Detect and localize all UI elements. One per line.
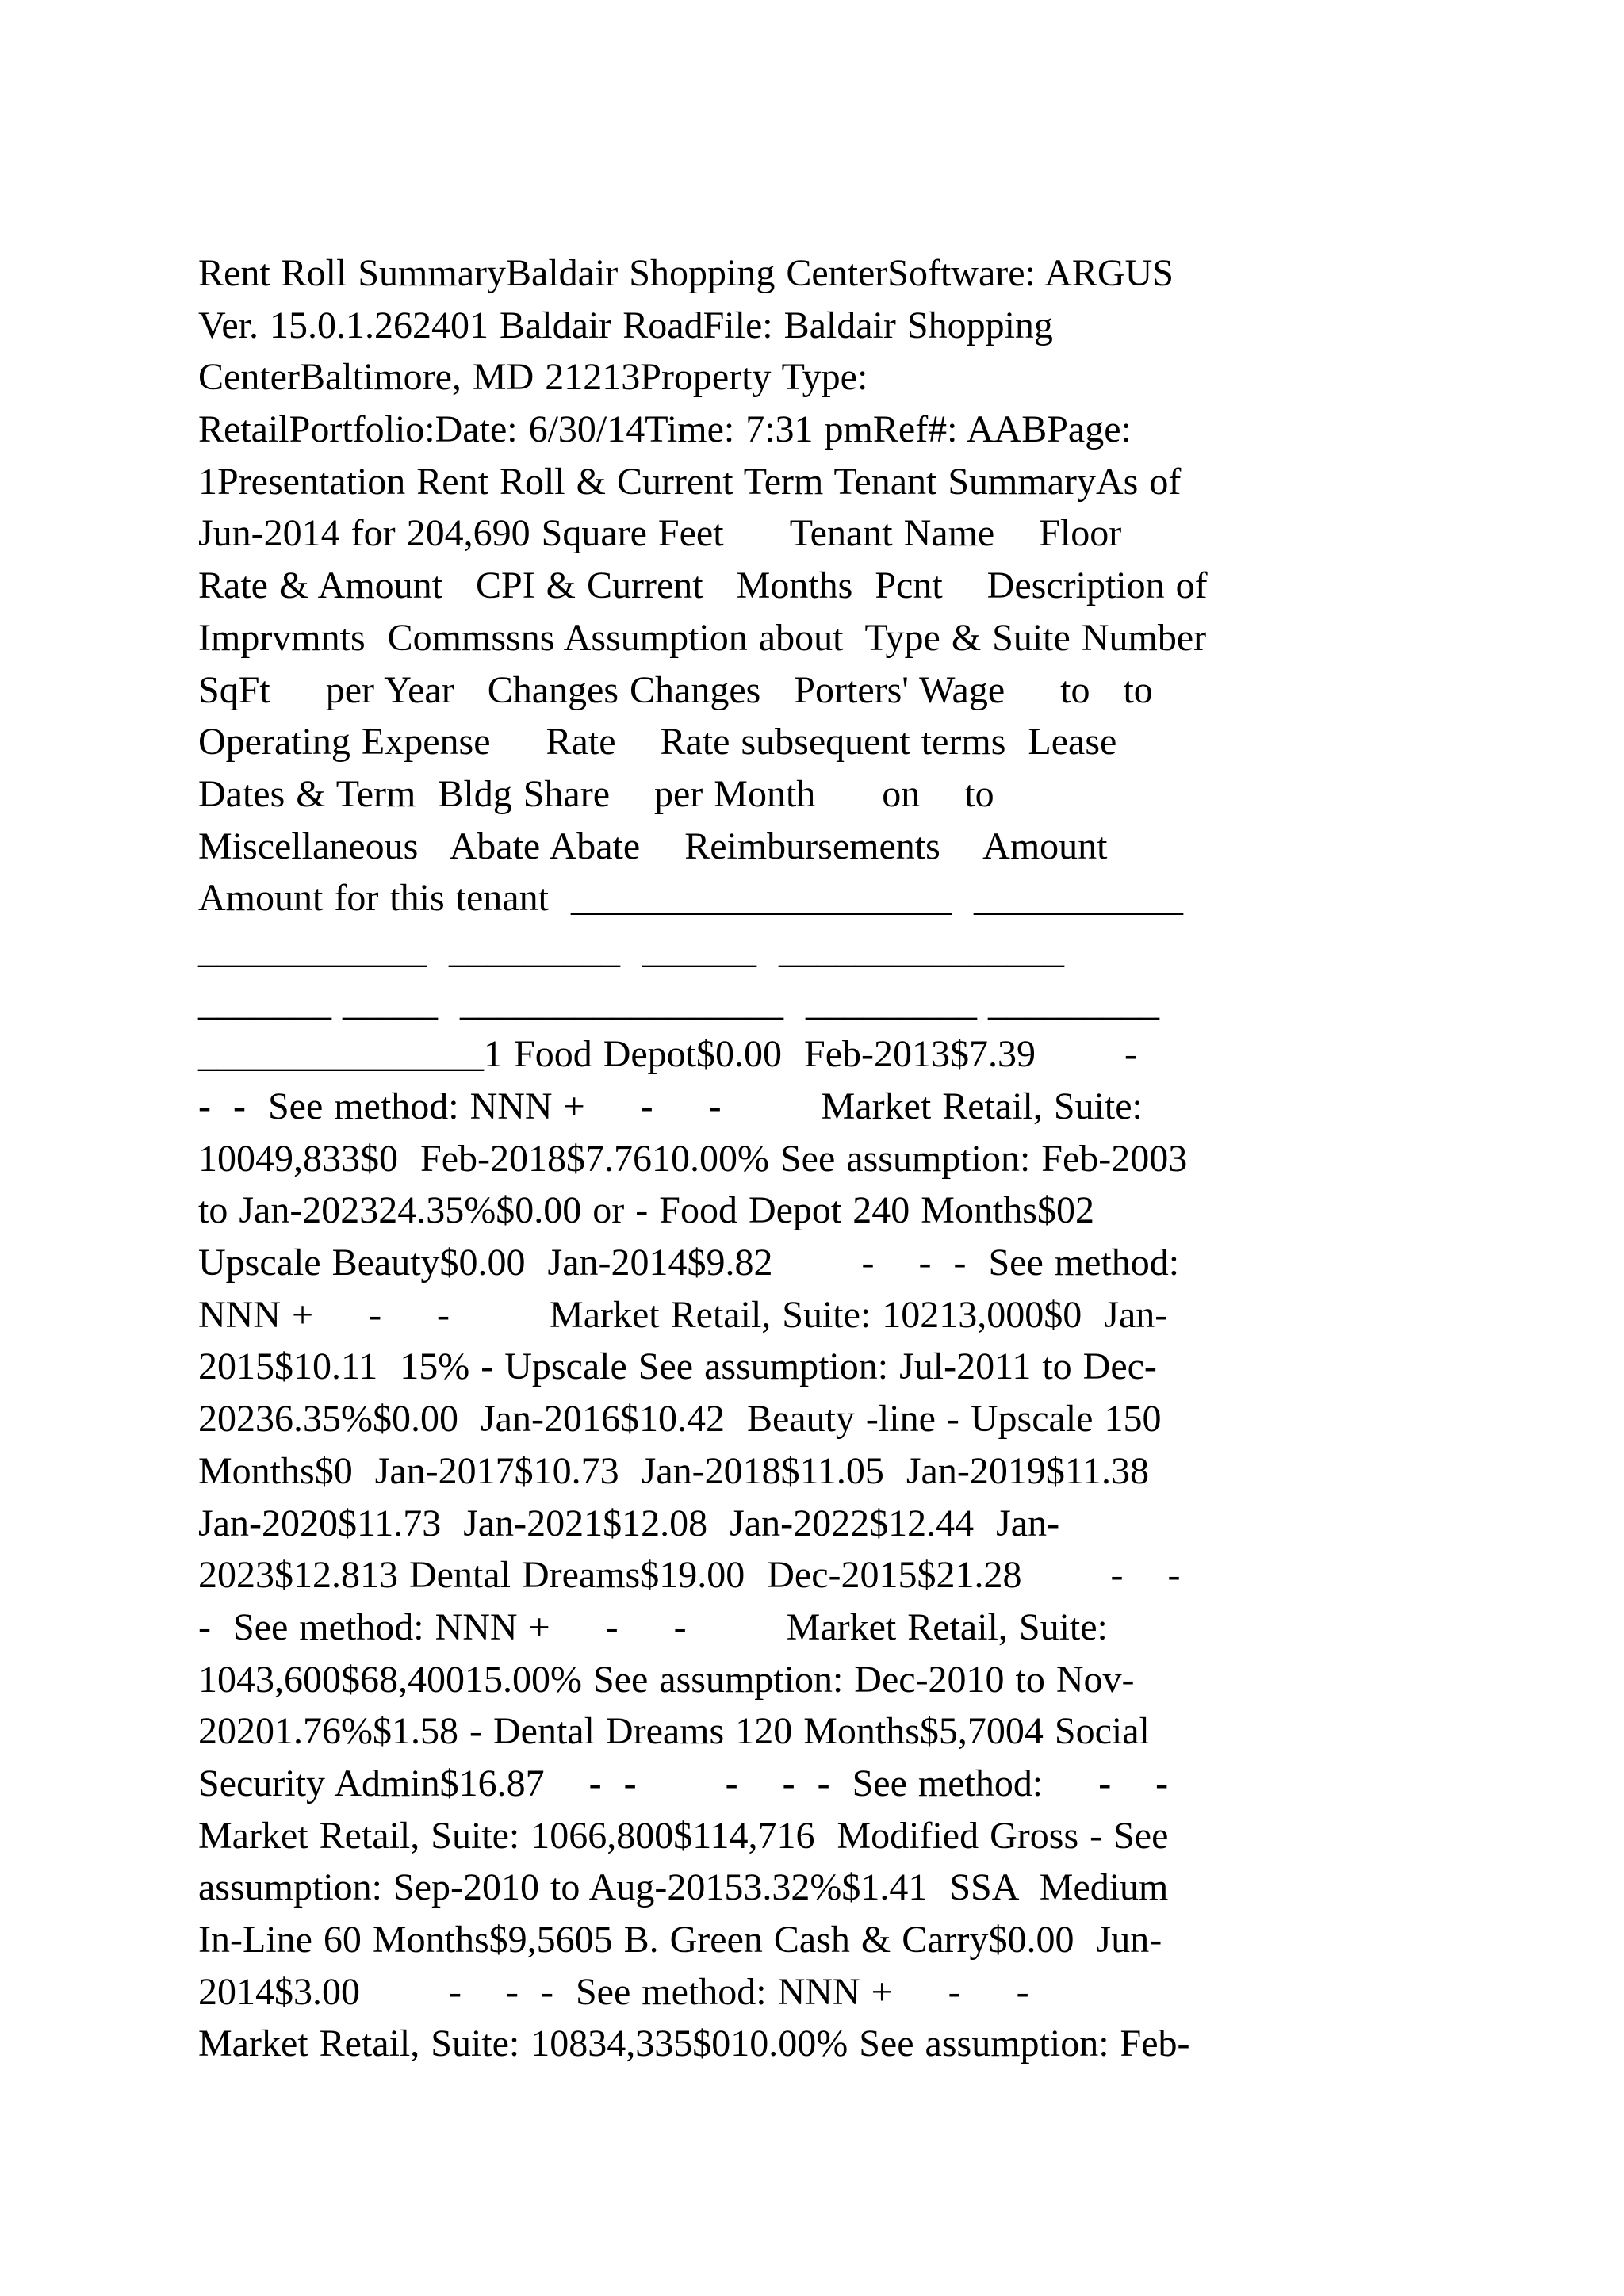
- text-line: 10049,833$0 Feb-2018$7.7610.00% See assumption: Feb-2003: [198, 1137, 1188, 1180]
- text-line: 2014$3.00 - - - See method: NNN + - -: [198, 1970, 1029, 2013]
- text-line: assumption: Sep-2010 to Aug-20153.32%$1.41 SSA Medium: [198, 1866, 1169, 1909]
- text-line: Operating Expense Rate Rate subsequent terms Lease: [198, 721, 1117, 763]
- text-line: Jan-2020$11.73 Jan-2021$12.08 Jan-2022$12.44 Jan-: [198, 1502, 1060, 1544]
- text-line: Ver. 15.0.1.262401 Baldair RoadFile: Baldair Shopping: [198, 304, 1053, 346]
- text-line: 2023$12.813 Dental Dreams$19.00 Dec-2015$21.28 - -: [198, 1554, 1181, 1597]
- text-line: _______ _____ _________________ _________ _________: [198, 981, 1159, 1024]
- text-line: 2015$10.11 15% - Upscale See assumption: Jul-2011 to Dec-: [198, 1345, 1157, 1388]
- text-line: - See method: NNN + - - Market Retail, Suite:: [198, 1605, 1108, 1648]
- text-line: Amount for this tenant ____________________ ___________: [198, 877, 1183, 920]
- text-line: 20236.35%$0.00 Jan-2016$10.42 Beauty -line - Upscale 150: [198, 1398, 1162, 1441]
- text-line: Miscellaneous Abate Abate Reimbursements Amount: [198, 825, 1108, 867]
- text-line: - - See method: NNN + - - Market Retail, Suite:: [198, 1085, 1143, 1127]
- text-line: Months$0 Jan-2017$10.73 Jan-2018$11.05 Jan-2019$11.38: [198, 1449, 1150, 1492]
- text-line: In-Line 60 Months$9,5605 B. Green Cash & Carry$0.00 Jun-: [198, 1919, 1162, 1961]
- text-line: Market Retail, Suite: 1066,800$114,716 Modified Gross - See: [198, 1814, 1169, 1857]
- text-line: Rent Roll SummaryBaldair Shopping CenterSoftware: ARGUS: [198, 252, 1174, 294]
- text-line: 1043,600$68,40015.00% See assumption: Dec-2010 to Nov-: [198, 1658, 1135, 1701]
- text-line: Jun-2014 for 204,690 Square Feet Tenant Name Floor: [198, 512, 1122, 555]
- text-line: NNN + - - Market Retail, Suite: 10213,000$0 Jan-: [198, 1293, 1168, 1336]
- text-line: Dates & Term Bldg Share per Month on to: [198, 772, 994, 815]
- text-line: to Jan-202324.35%$0.00 or - Food Depot 240 Months$02: [198, 1189, 1094, 1232]
- text-line: Rate & Amount CPI & Current Months Pcnt Description of: [198, 564, 1208, 607]
- text-line: Upscale Beauty$0.00 Jan-2014$9.82 - - - See method:: [198, 1242, 1180, 1284]
- text-line: _______________1 Food Depot$0.00 Feb-2013$7.39 -: [198, 1033, 1137, 1076]
- text-line: ____________ _________ ______ _______________: [198, 928, 1064, 971]
- text-line: SqFt per Year Changes Changes Porters' Wage to to: [198, 668, 1153, 711]
- text-line: 20201.76%$1.58 - Dental Dreams 120 Months$5,7004 Social: [198, 1710, 1150, 1753]
- text-line: Security Admin$16.87 - - - - - See method: - -: [198, 1762, 1169, 1804]
- text-line: RetailPortfolio:Date: 6/30/14Time: 7:31 pmRef#: AABPage:: [198, 408, 1132, 451]
- document-text: [198, 247, 1443, 2070]
- text-line: Market Retail, Suite: 10834,335$010.00% See assumption: Feb-: [198, 2022, 1190, 2065]
- text-line: 1Presentation Rent Roll & Current Term Tenant SummaryAs of: [198, 460, 1182, 503]
- text-line: Imprvmnts Commssns Assumption about Type & Suite Number: [198, 616, 1207, 659]
- text-line: CenterBaltimore, MD 21213Property Type:: [198, 356, 868, 399]
